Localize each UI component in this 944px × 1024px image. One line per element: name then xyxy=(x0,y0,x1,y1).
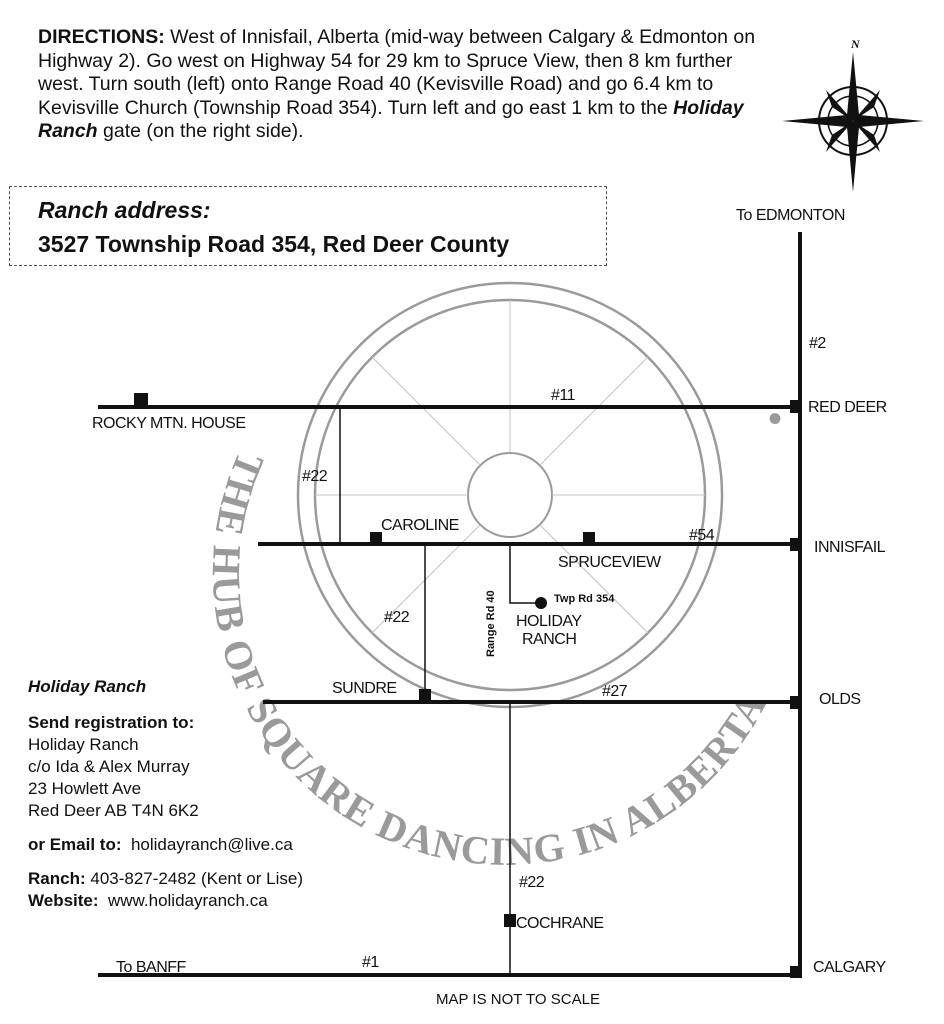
range-road-label: Range Rd 40 xyxy=(485,590,497,657)
caroline-label: CAROLINE xyxy=(381,517,459,534)
red-deer-marker xyxy=(790,400,802,413)
compass-rose-icon xyxy=(782,37,924,192)
olds-label: OLDS xyxy=(819,691,861,708)
hwy-54-label: #54 xyxy=(689,527,715,544)
hwy-22-north-label: #22 xyxy=(302,468,328,485)
phone-value: 403-827-2482 (Kent or Lise) xyxy=(90,869,303,888)
rocky-mtn-house-label: ROCKY MTN. HOUSE xyxy=(92,415,246,432)
hwy-1-label: #1 xyxy=(362,954,379,971)
send-registration-label: Send registration to: xyxy=(28,713,195,732)
compass-north-label: N xyxy=(851,37,860,51)
calgary-label: CALGARY xyxy=(813,959,886,976)
cochrane-marker xyxy=(504,914,516,927)
to-edmonton-label: To EDMONTON xyxy=(736,207,845,224)
website-row xyxy=(28,890,303,912)
rocky-marker xyxy=(134,393,148,406)
olds-marker xyxy=(790,696,802,709)
range-road-40-line xyxy=(510,544,540,603)
contact-title: Holiday Ranch xyxy=(28,677,147,696)
innisfail-label: INNISFAIL xyxy=(814,539,886,556)
hwy-22-mid-label: #22 xyxy=(384,609,410,626)
spruceview-label: SPRUCEVIEW xyxy=(558,554,661,571)
email-label: or Email to: xyxy=(28,835,122,854)
holiday-ranch-label-line2: RANCH xyxy=(522,631,577,648)
township-road-label: Twp Rd 354 xyxy=(554,593,615,605)
red-deer-label: RED DEER xyxy=(808,399,887,416)
innisfail-marker xyxy=(790,538,802,551)
ranch-address-value: 3527 Township Road 354, Red Deer County xyxy=(38,231,510,257)
spruceview-marker xyxy=(583,532,595,545)
phone-row xyxy=(28,868,303,890)
hwy-2-label: #2 xyxy=(809,335,826,352)
email-link[interactable]: holidayranch@live.ca xyxy=(130,835,293,854)
seal-text: THE HUB OF SQUARE DANCING IN ALBERTA xyxy=(203,446,776,875)
mailing-address-line: Red Deer AB T4N 6K2 xyxy=(28,801,199,820)
directions-label: DIRECTIONS: xyxy=(38,26,165,48)
directions-text-2: gate (on the right side). xyxy=(97,120,304,143)
hwy-27-label: #27 xyxy=(602,683,628,700)
sundre-marker xyxy=(419,689,431,702)
mailing-address-line: c/o Ida & Alex Murray xyxy=(28,757,190,776)
mailing-address-line: 23 Howlett Ave xyxy=(28,779,142,798)
calgary-marker xyxy=(790,966,802,978)
mailing-address-line: Holiday Ranch xyxy=(28,735,139,754)
directions-ranch-name: Holiday Ranch xyxy=(38,96,744,143)
hwy-22-south-label: #22 xyxy=(519,874,545,891)
seal-dot: • xyxy=(768,396,784,441)
ranch-address-label: Ranch address: xyxy=(38,197,211,223)
phone-label: Ranch: xyxy=(28,869,86,888)
email-row xyxy=(28,834,303,856)
website-link[interactable]: www.holidayranch.ca xyxy=(108,891,268,910)
contact-info xyxy=(28,676,303,912)
holiday-ranch-marker xyxy=(535,597,547,609)
map-scale-note: MAP IS NOT TO SCALE xyxy=(436,991,600,1008)
cochrane-label: COCHRANE xyxy=(516,915,604,932)
directions-text-1: West of Innisfail, Alberta (mid-way between Calgary & Edmonton on Highway 2). Go west on Highway 54 for 29 km to Spruce View, then 8 km further west. Turn south (left) onto Range Road 40 (Kevisville Road) and go 6.4 km to Kevisville Church (Township Road 354). Turn left and go east 1 km to the xyxy=(38,26,756,119)
website-label: Website: xyxy=(28,891,99,910)
hwy-11-label: #11 xyxy=(551,387,576,404)
to-banff-label: To BANFF xyxy=(116,959,186,976)
holiday-ranch-label-line1: HOLIDAY xyxy=(516,613,582,630)
sundre-label: SUNDRE xyxy=(332,680,397,697)
